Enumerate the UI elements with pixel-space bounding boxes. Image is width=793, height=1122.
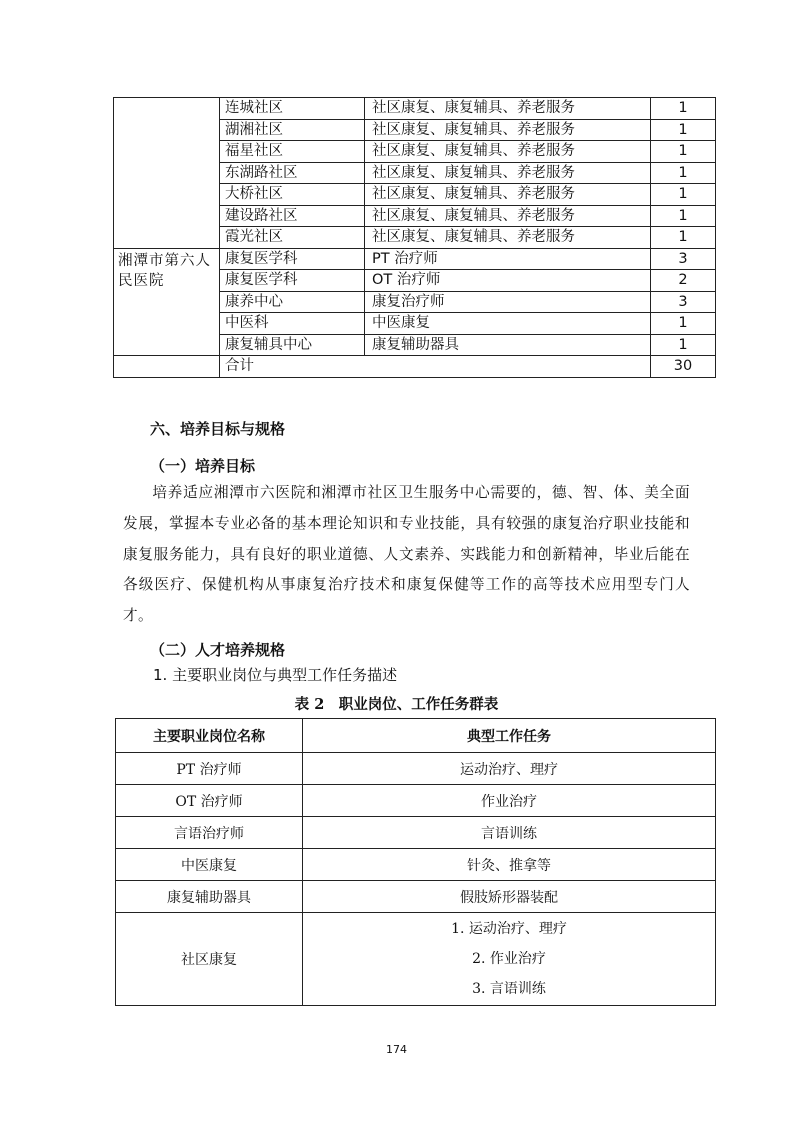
header-post: 主要职业岗位名称	[116, 719, 303, 753]
post-cell: 康复辅助器具	[116, 881, 303, 913]
count-cell: 1	[651, 205, 716, 227]
role-cell: 康复治疗师	[365, 291, 651, 313]
role-cell: PT 治疗师	[365, 248, 651, 270]
table-row	[114, 248, 716, 270]
role-cell: OT 治疗师	[365, 270, 651, 292]
dept-cell: 东湖路社区	[220, 162, 365, 184]
practice-base-table	[113, 97, 716, 378]
table-row	[116, 817, 716, 849]
count-cell: 1	[651, 184, 716, 206]
count-cell: 1	[651, 119, 716, 141]
task-cell: 针灸、推拿等	[303, 849, 716, 881]
table-header-row	[116, 719, 716, 753]
role-cell: 社区康复、康复辅具、养老服务	[365, 119, 651, 141]
count-cell: 1	[651, 227, 716, 249]
count-cell: 3	[651, 248, 716, 270]
dept-cell: 中医科	[220, 313, 365, 335]
table-row	[116, 753, 716, 785]
table2-caption: 表 2 职业岗位、工作任务群表	[294, 696, 499, 713]
total-row	[114, 356, 716, 378]
dept-cell: 连城社区	[220, 98, 365, 120]
count-cell: 1	[651, 98, 716, 120]
header-task: 典型工作任务	[303, 719, 716, 753]
task-cell: 作业治疗	[303, 785, 716, 817]
dept-cell: 康复辅具中心	[220, 334, 365, 356]
post-cell: 言语治疗师	[116, 817, 303, 849]
table-row	[116, 849, 716, 881]
org-cell-empty	[114, 98, 220, 249]
count-cell: 2	[651, 270, 716, 292]
task-item: 3. 言语训练	[472, 981, 546, 997]
item-heading: 1. 主要职业岗位与典型工作任务描述	[153, 666, 398, 684]
role-cell: 社区康复、康复辅具、养老服务	[365, 184, 651, 206]
task-cell: 运动治疗、理疗	[303, 753, 716, 785]
task-item: 1. 运动治疗、理疗	[451, 921, 567, 937]
dept-cell: 大桥社区	[220, 184, 365, 206]
table-row	[116, 913, 716, 1006]
count-cell: 1	[651, 141, 716, 163]
post-cell: OT 治疗师	[116, 785, 303, 817]
goals-paragraph-text: 培养适应湘潭市六医院和湘潭市社区卫生服务中心需要的，德、智、体、美全面发展，掌握本专业必备的基本理论知识和专业技能，具有较强的康复治疗职业技能和康复服务能力，具有良好的职业道德、人文素养、实践能力和创新精神，毕业后能在各级医疗、保健机构从事康复治疗技术和康复保健等工作的高等技术应用型专门人才。	[123, 484, 690, 625]
page-number: 174	[386, 1043, 407, 1056]
org-cell: 湘潭市第六人民医院	[114, 248, 220, 356]
count-cell: 1	[651, 334, 716, 356]
task-item: 2. 作业治疗	[472, 951, 546, 967]
role-cell: 社区康复、康复辅具、养老服务	[365, 227, 651, 249]
dept-cell: 康养中心	[220, 291, 365, 313]
count-cell: 1	[651, 162, 716, 184]
total-label: 合计	[220, 356, 651, 378]
post-cell: PT 治疗师	[116, 753, 303, 785]
subsection-heading-spec: （二）人才培养规格	[150, 641, 286, 659]
total-value: 30	[651, 356, 716, 378]
dept-cell: 福星社区	[220, 141, 365, 163]
table-row	[114, 98, 716, 120]
subsection-heading-goals: （一）培养目标	[150, 457, 256, 475]
goals-paragraph	[123, 478, 690, 632]
total-empty-cell	[114, 356, 220, 378]
table-row	[116, 785, 716, 817]
job-task-table	[115, 718, 716, 1006]
role-cell: 社区康复、康复辅具、养老服务	[365, 162, 651, 184]
task-cell: 假肢矫形器装配	[303, 881, 716, 913]
role-cell: 社区康复、康复辅具、养老服务	[365, 141, 651, 163]
role-cell: 社区康复、康复辅具、养老服务	[365, 98, 651, 120]
role-cell: 社区康复、康复辅具、养老服务	[365, 205, 651, 227]
role-cell: 康复辅助器具	[365, 334, 651, 356]
post-cell: 社区康复	[116, 913, 303, 1006]
role-cell: 中医康复	[365, 313, 651, 335]
table-row	[116, 881, 716, 913]
dept-cell: 湖湘社区	[220, 119, 365, 141]
dept-cell: 康复医学科	[220, 270, 365, 292]
task-cell	[303, 913, 716, 1006]
dept-cell: 霞光社区	[220, 227, 365, 249]
count-cell: 1	[651, 313, 716, 335]
count-cell: 3	[651, 291, 716, 313]
dept-cell: 康复医学科	[220, 248, 365, 270]
dept-cell: 建设路社区	[220, 205, 365, 227]
post-cell: 中医康复	[116, 849, 303, 881]
task-cell: 言语训练	[303, 817, 716, 849]
section-heading: 六、培养目标与规格	[150, 420, 286, 438]
